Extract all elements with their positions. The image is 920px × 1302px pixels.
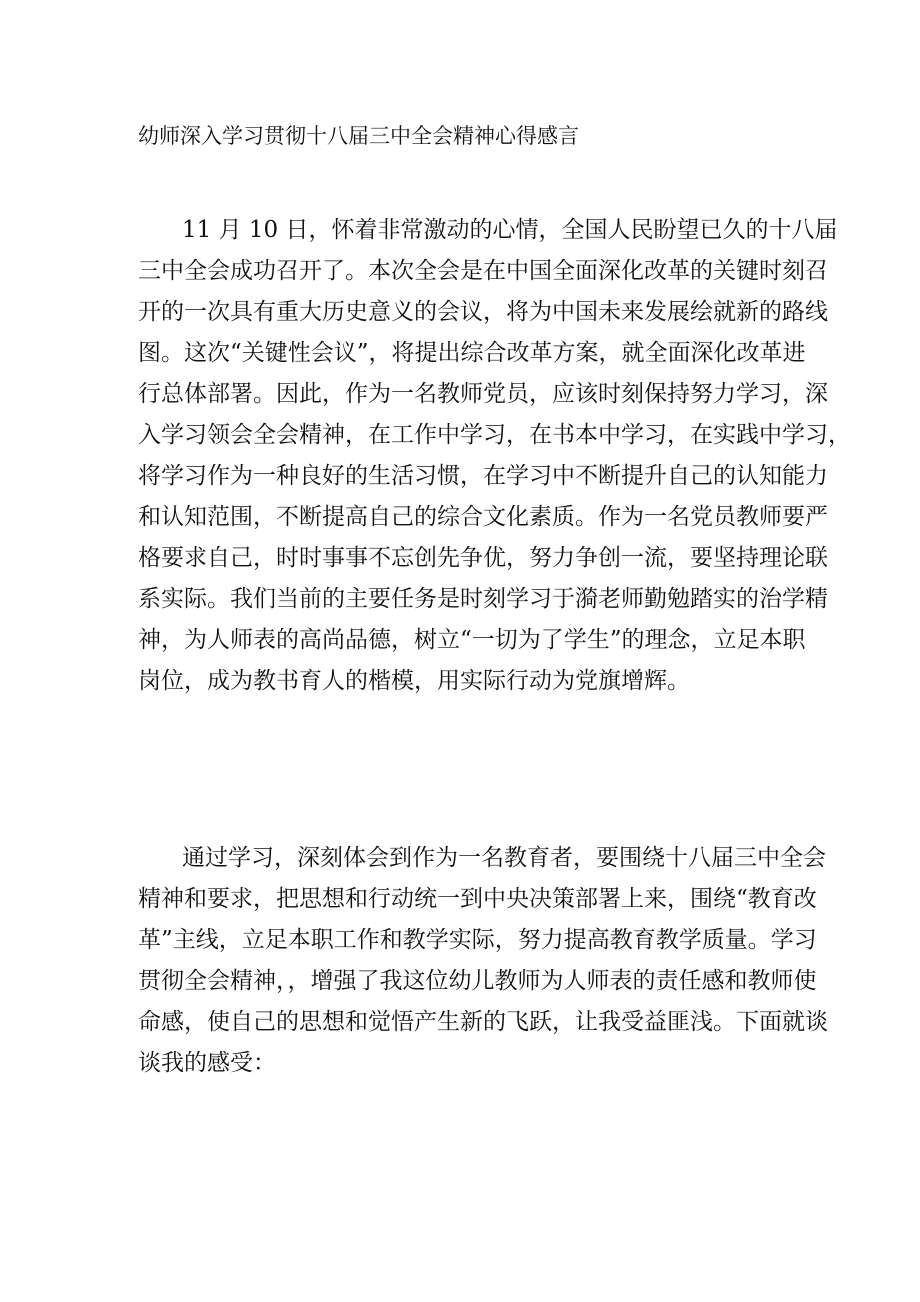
paragraph-line: 精神和要求，把思想和行动统一到中央决策部署上来，围绕“教育改 — [138, 886, 817, 912]
paragraph-line: 神，为人师表的高尚品德，树立“一切为了学生”的理念，立足本职 — [138, 627, 806, 653]
paragraph-line: 行总体部署。因此，作为一名教师党员，应该时刻保持努力学习，深 — [138, 381, 828, 407]
paragraph-line: 命感，使自己的思想和觉悟产生新的飞跃，让我受益匪浅。下面就谈 — [138, 1009, 828, 1035]
paragraph-2 — [138, 838, 828, 1084]
paragraph-line: 入学习领会全会精神，在工作中学习，在书本中学习，在实践中学习， — [138, 422, 851, 448]
paragraph-line: 将学习作为一种良好的生活习惯，在学习中不断提升自己的认知能力 — [138, 463, 828, 489]
paragraph-line: 11 月 10 日，怀着非常激动的心情，全国人民盼望已久的十八届 — [182, 217, 838, 243]
paragraph-line: 三中全会成功召开了。本次全会是在中国全面深化改革的关键时刻召 — [138, 258, 828, 284]
paragraph-line: 革”主线，立足本职工作和教学实际，努力提高教育教学质量。学习 — [138, 927, 817, 953]
paragraph-line: 岗位，成为教书育人的楷模，用实际行动为党旗增辉。 — [138, 668, 690, 694]
paragraph-line: 谈我的感受： — [138, 1050, 276, 1076]
paragraph-line: 贯彻全会精神，，增强了我这位幼儿教师为人师表的责任感和教师使 — [138, 968, 817, 994]
document-title: 幼师深入学习贯彻十八届三中全会精神心得感言 — [138, 124, 579, 148]
paragraph-line: 系实际。我们当前的主要任务是时刻学习于漪老师勤勉踏实的治学精 — [138, 586, 828, 612]
paragraph-line: 格要求自己，时时事事不忘创先争优，努力争创一流，要坚持理论联 — [138, 545, 828, 571]
paragraph-line: 图。这次“关键性会议”，将提出综合改革方案，就全面深化改革进 — [138, 340, 806, 366]
paragraph-1 — [138, 210, 851, 702]
paragraph-line: 和认知范围，不断提高自己的综合文化素质。作为一名党员教师要严 — [138, 504, 828, 530]
paragraph-line: 开的一次具有重大历史意义的会议，将为中国未来发展绘就新的路线 — [138, 299, 828, 325]
paragraph-line: 通过学习，深刻体会到作为一名教育者，要围绕十八届三中全会 — [182, 845, 826, 871]
